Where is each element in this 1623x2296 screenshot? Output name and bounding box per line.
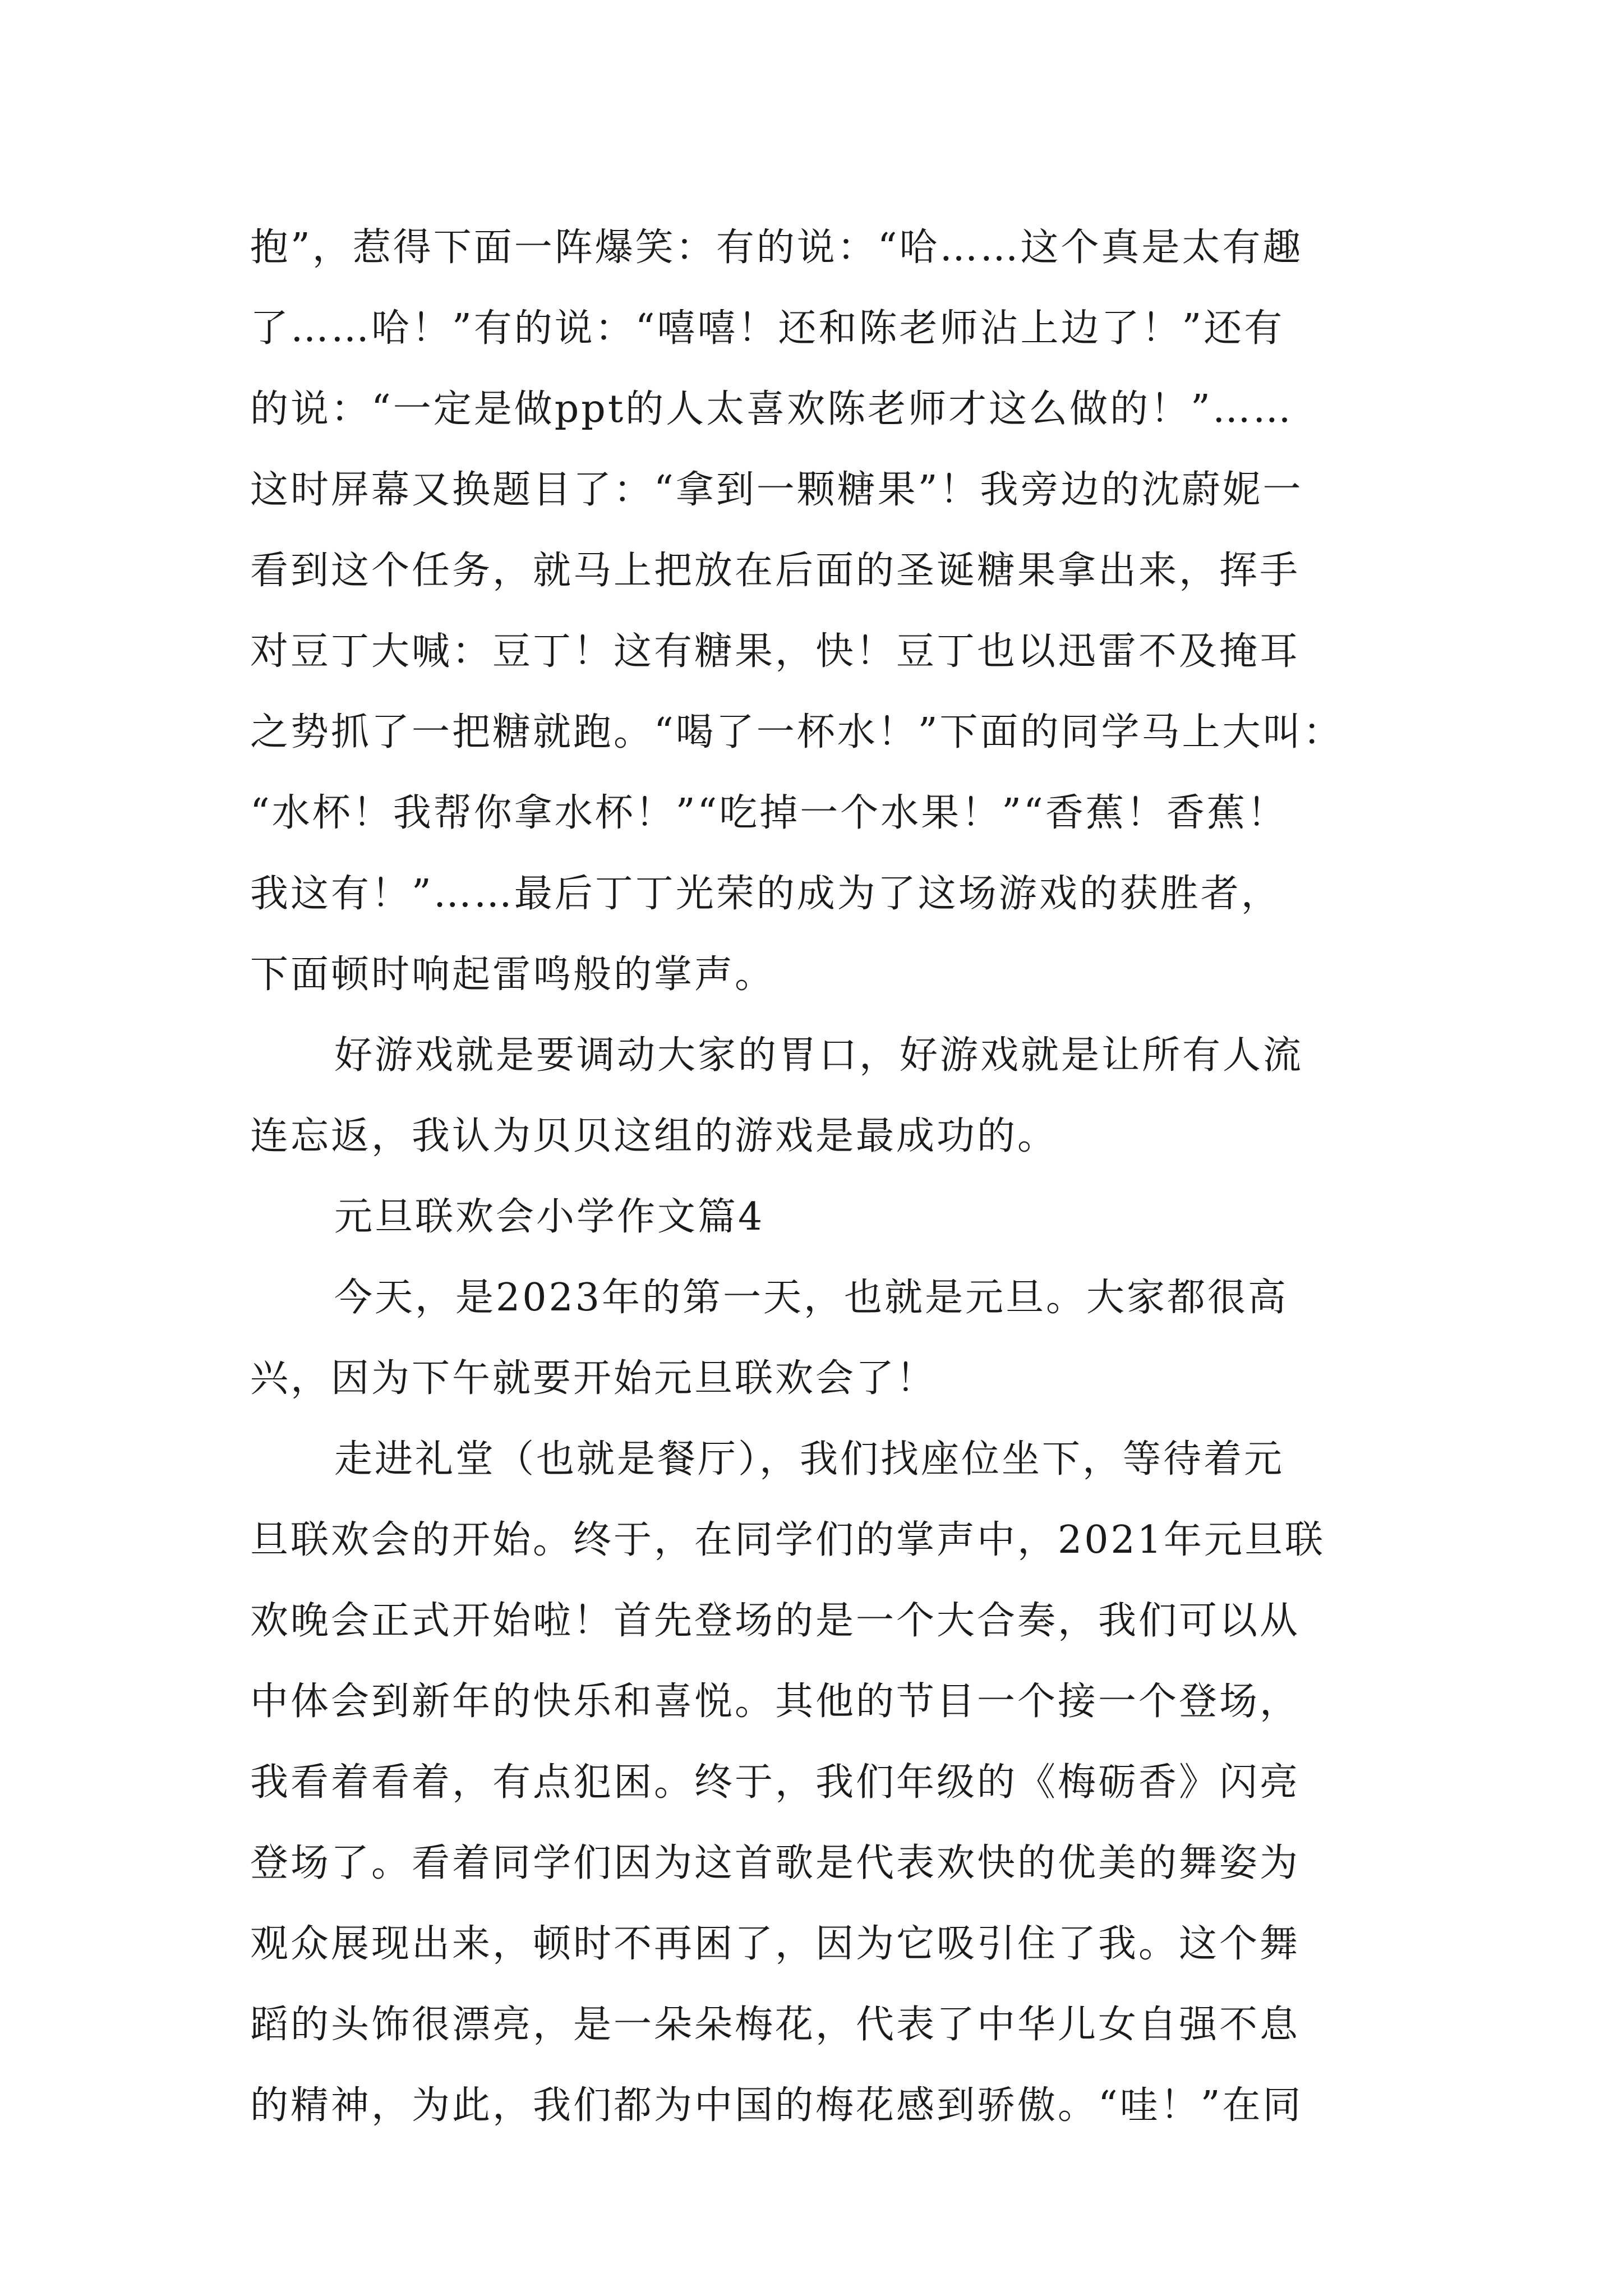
text-line-18: 欢晚会正式开始啦！首先登场的是一个大合奏，我们可以从 [250,1599,1301,1643]
text-line-17: 旦联欢会的开始。终于，在同学们的掌声中，2021年元旦联 [250,1518,1326,1562]
text-line-6: 对豆丁大喊：豆丁！这有糖果，快！豆丁也以迅雷不及掩耳 [250,629,1301,674]
text-line-20: 我看着看着，有点犯困。终于，我们年级的《梅砺香》闪亮 [250,1760,1301,1805]
text-line-22: 观众展现出来，顿时不再困了，因为它吸引住了我。这个舞 [250,1922,1301,1966]
text-line-10: 下面顿时响起雷鸣般的掌声。 [250,953,776,997]
text-line-19: 中体会到新年的快乐和喜悦。其他的节目一个接一个登场， [250,1680,1301,1724]
text-line-1: 抱”，惹得下面一阵爆笑：有的说：“哈……这个真是太有趣 [250,226,1303,270]
text-line-4: 这时屏幕又换题目了：“拿到一颗糖果”！我旁边的沈蔚妮一 [250,468,1303,512]
text-line-14: 今天，是2023年的第一天，也就是元旦。大家都很高 [334,1276,1289,1320]
text-line-15: 兴，因为下午就要开始元旦联欢会了！ [250,1356,937,1401]
text-line-23: 蹈的头饰很漂亮，是一朵朵梅花，代表了中华儿女自强不息 [250,2003,1301,2047]
text-line-2: 了……哈！”有的说：“嘻嘻！还和陈老师沾上边了！”还有 [250,306,1285,351]
text-line-9: 我这有！”……最后丁丁光荣的成为了这场游戏的获胜者， [250,872,1281,916]
text-line-11: 好游戏就是要调动大家的胃口，好游戏就是让所有人流 [334,1033,1304,1078]
text-line-21: 登场了。看着同学们因为这首歌是代表欢快的优美的舞姿为 [250,1841,1301,1885]
text-line-5: 看到这个任务，就马上把放在后面的圣诞糖果拿出来，挥手 [250,549,1301,593]
text-line-8: “水杯！我帮你拿水杯！”“吃掉一个水果！”“香蕉！香蕉！ [250,791,1288,835]
section-heading: 元旦联欢会小学作文篇4 [334,1195,765,1239]
body-text [250,208,1389,2146]
text-line-3: 的说：“一定是做ppt的人太喜欢陈老师才这么做的！”…… [250,387,1293,431]
text-line-12: 连忘返，我认为贝贝这组的游戏是最成功的。 [250,1114,1058,1158]
text-line-16: 走进礼堂（也就是餐厅），我们找座位坐下，等待着元 [334,1437,1285,1481]
text-line-7: 之势抓了一把糖就跑。“喝了一杯水！”下面的同学马上大叫： [250,710,1344,754]
text-line-24: 的精神，为此，我们都为中国的梅花感到骄傲。“哇！”在同 [250,2083,1303,2128]
